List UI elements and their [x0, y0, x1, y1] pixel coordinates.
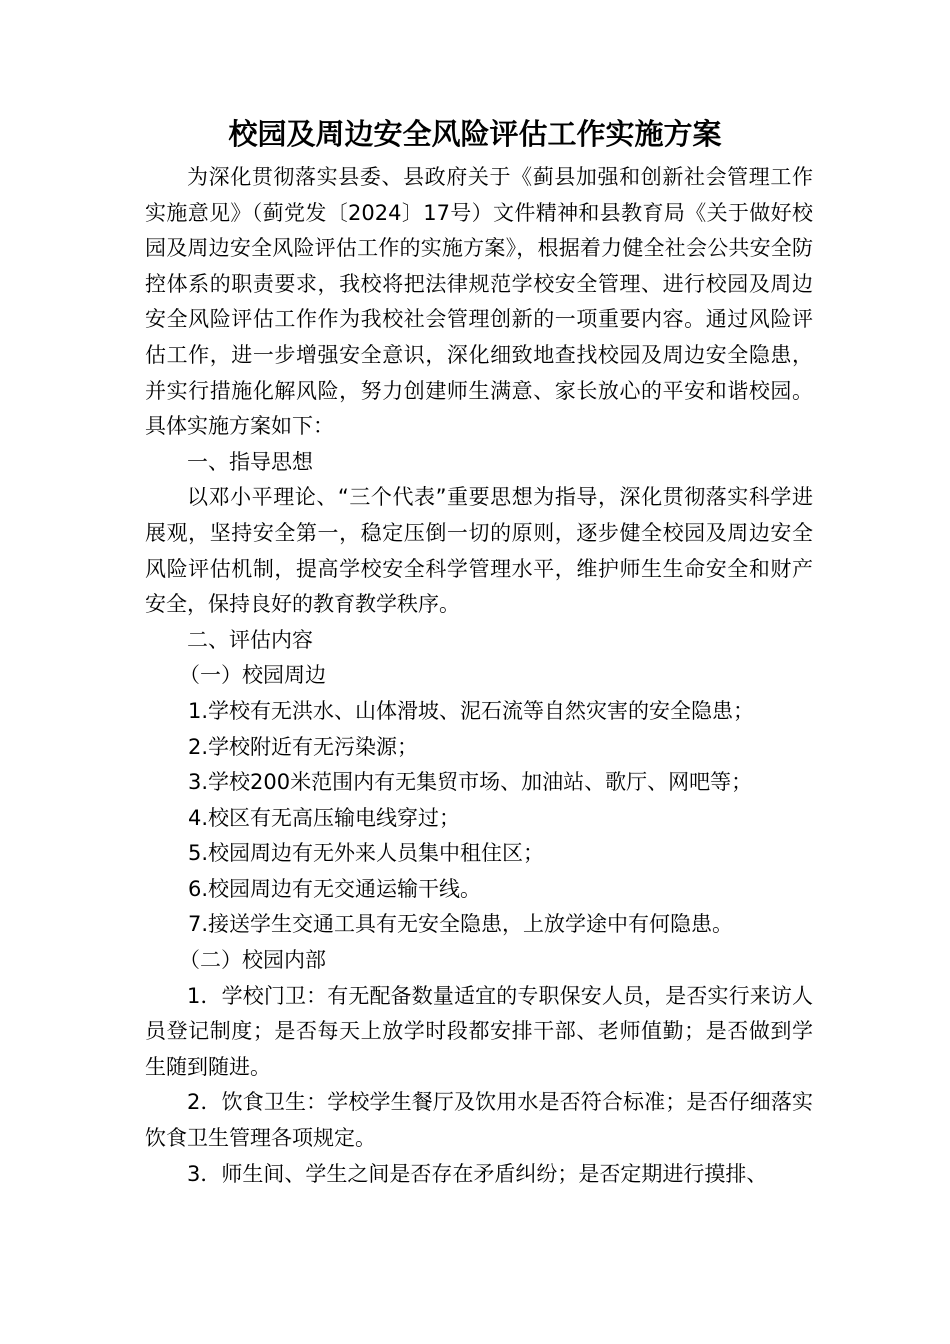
- list-item: 1．学校门卫：有无配备数量适宜的专职保安人员，是否实行来访人员登记制度；是否每天上放学时段都安排干部、老师值勤；是否做到学生随到随进。: [145, 983, 813, 1079]
- list-item: 2.学校附近有无污染源；: [188, 734, 419, 759]
- list-item: 7.接送学生交通工具有无安全隐患，上放学途中有何隐患。: [188, 912, 734, 937]
- document-body: [145, 160, 813, 1192]
- subsection-heading-campus-surroundings: （一）校园周边: [179, 663, 326, 688]
- section-heading-guiding-thought: 一、指导思想: [187, 449, 313, 474]
- guiding-thought-paragraph: 以邓小平理论、“三个代表”重要思想为指导，深化贯彻落实科学进展观，坚持安全第一，稳定压倒一切的原则，逐步健全校园及周边安全风险评估机制，提高学校安全科学管理水平，维护师生生命安全和财产安全，保持良好的教育教学秩序。: [145, 485, 813, 617]
- list-item: 5.校园周边有无外来人员集中租住区；: [188, 841, 545, 866]
- intro-paragraph: 为深化贯彻落实县委、县政府关于《蓟县加强和创新社会管理工作实施意见》（蓟党发〔2024〕17号）文件精神和县教育局《关于做好校园及周边安全风险评估工作的实施方案》，根据着力健全社会公共安全防控体系的职责要求，我校将把法律规范学校安全管理、进行校园及周边安全风险评估工作作为我校社会管理创新的一项重要内容。通过风险评估工作，进一步增强安全意识，深化细致地查找校园及周边安全隐患，并实行措施化解风险，努力创建师生满意、家长放心的平安和谐校园。具体实施方案如下：: [145, 165, 813, 439]
- list-item: 1.学校有无洪水、山体滑坡、泥石流等自然灾害的安全隐患；: [188, 698, 755, 723]
- list-item: 2．饮食卫生：学校学生餐厅及饮用水是否符合标准；是否仔细落实饮食卫生管理各项规定。: [145, 1090, 813, 1151]
- list-item: 4.校区有无高压输电线穿过；: [188, 805, 461, 830]
- list-item: 6.校园周边有无交通运输干线。: [188, 876, 482, 901]
- section-heading-assessment-content: 二、评估内容: [187, 627, 313, 652]
- subsection-heading-campus-interior: （二）校园内部: [179, 948, 326, 973]
- list-item: 3．师生间、学生之间是否存在矛盾纠纷；是否定期进行摸排、: [187, 1161, 768, 1186]
- list-item: 3.学校200米范围内有无集贸市场、加油站、歌厅、网吧等；: [188, 770, 753, 795]
- document-title: 校园及周边安全风险评估工作实施方案: [228, 117, 722, 151]
